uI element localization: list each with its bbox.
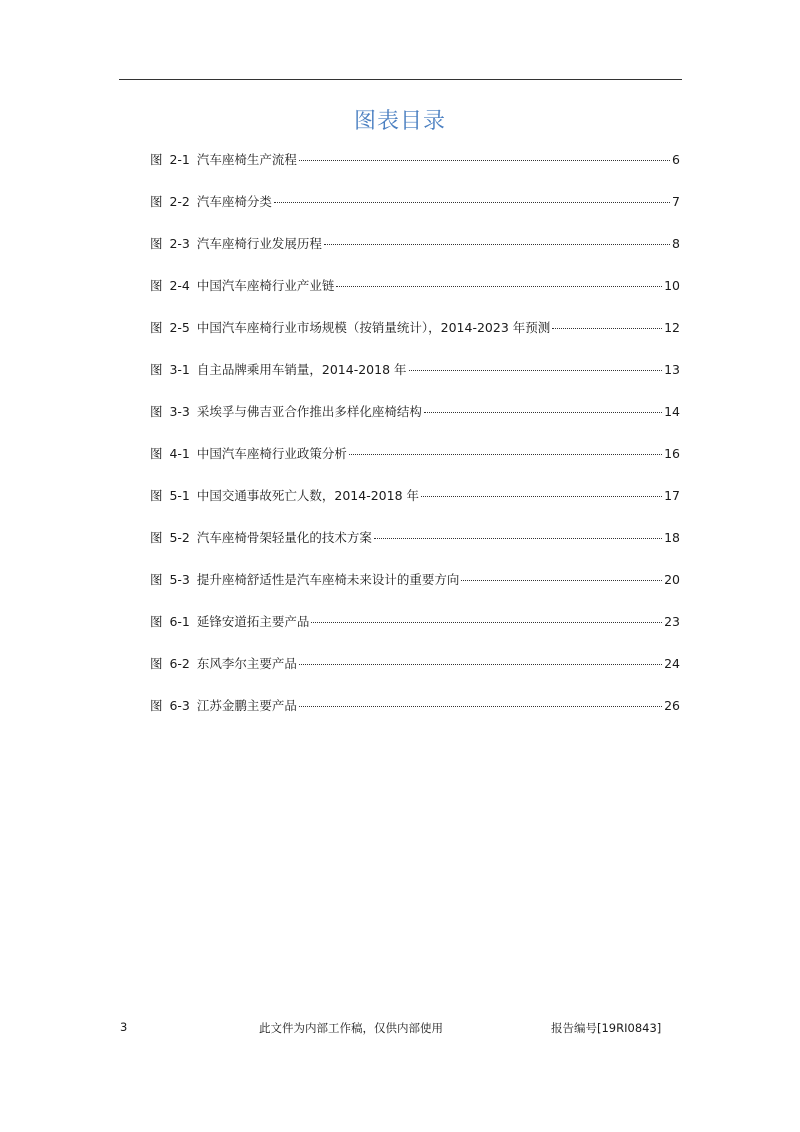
toc-entry[interactable] (150, 486, 680, 528)
toc-leader-dots (299, 160, 670, 161)
toc-entry-number: 图 2-1 (150, 152, 190, 167)
toc-entry-page: 8 (672, 236, 680, 251)
toc-entry-title: 东风李尔主要产品 (196, 656, 297, 671)
toc-entry-number: 图 5-3 (150, 572, 190, 587)
figure-toc-list (150, 150, 680, 738)
toc-entry[interactable] (150, 570, 680, 612)
toc-leader-dots (421, 496, 662, 497)
toc-entry-number: 图 3-1 (150, 362, 190, 377)
toc-entry-page: 23 (664, 614, 680, 629)
toc-entry-page: 16 (664, 446, 680, 461)
toc-entry-title: 汽车座椅分类 (196, 194, 272, 209)
toc-leader-dots (349, 454, 662, 455)
toc-entry-number: 图 6-2 (150, 656, 190, 671)
toc-entry-number: 图 6-1 (150, 614, 190, 629)
toc-entry[interactable] (150, 528, 680, 570)
toc-entry-number: 图 5-2 (150, 530, 190, 545)
toc-entry-page: 18 (664, 530, 680, 545)
toc-leader-dots (424, 412, 662, 413)
toc-entry[interactable] (150, 150, 680, 192)
toc-entry-title: 中国交通事故死亡人数，2014-2018 年 (196, 488, 419, 503)
toc-entry-title: 汽车座椅骨架轻量化的技术方案 (196, 530, 372, 545)
page-title: 图表目录 (353, 109, 446, 134)
footer-page-number: 3 (120, 1020, 128, 1034)
toc-leader-dots (324, 244, 670, 245)
toc-entry-page: 20 (664, 572, 680, 587)
toc-entry-title: 江苏金鹏主要产品 (196, 698, 297, 713)
toc-entry-page: 10 (664, 278, 680, 293)
toc-leader-dots (299, 664, 662, 665)
toc-entry-number: 图 2-3 (150, 236, 190, 251)
toc-leader-dots (336, 286, 662, 287)
toc-entry-number: 图 5-1 (150, 488, 190, 503)
toc-leader-dots (274, 202, 670, 203)
header-rule (119, 79, 682, 80)
toc-entry-title: 延锋安道拓主要产品 (196, 614, 310, 629)
toc-entry-title: 提升座椅舒适性是汽车座椅未来设计的重要方向 (196, 572, 460, 587)
toc-entry-page: 26 (664, 698, 680, 713)
toc-leader-dots (299, 706, 662, 707)
toc-entry[interactable] (150, 444, 680, 486)
toc-entry-number: 图 2-5 (150, 320, 190, 335)
toc-entry-page: 17 (664, 488, 680, 503)
toc-leader-dots (374, 538, 662, 539)
toc-entry-number: 图 2-2 (150, 194, 190, 209)
toc-entry[interactable] (150, 612, 680, 654)
toc-leader-dots (409, 370, 663, 371)
footer-confidential-note: 此文件为内部工作稿，仅供内部使用 (259, 1021, 443, 1035)
toc-entry-title: 汽车座椅行业发展历程 (196, 236, 322, 251)
toc-entry-page: 13 (664, 362, 680, 377)
toc-entry[interactable] (150, 696, 680, 738)
toc-entry-number: 图 6-3 (150, 698, 190, 713)
toc-entry[interactable] (150, 192, 680, 234)
toc-entry[interactable] (150, 234, 680, 276)
toc-leader-dots (552, 328, 662, 329)
toc-entry-page: 24 (664, 656, 680, 671)
toc-entry-title: 汽车座椅生产流程 (196, 152, 297, 167)
toc-entry-page: 14 (664, 404, 680, 419)
toc-leader-dots (311, 622, 662, 623)
toc-entry[interactable] (150, 360, 680, 402)
toc-entry-page: 6 (672, 152, 680, 167)
toc-entry-title: 中国汽车座椅行业市场规模（按销量统计），2014-2023 年预测 (196, 320, 551, 335)
toc-entry[interactable] (150, 402, 680, 444)
toc-entry-title: 中国汽车座椅行业产业链 (196, 278, 335, 293)
toc-entry-title: 中国汽车座椅行业政策分析 (196, 446, 347, 461)
toc-entry[interactable] (150, 654, 680, 696)
toc-entry-title: 采埃孚与佛吉亚合作推出多样化座椅结构 (196, 404, 422, 419)
toc-entry-number: 图 4-1 (150, 446, 190, 461)
toc-leader-dots (461, 580, 662, 581)
toc-entry-number: 图 3-3 (150, 404, 190, 419)
toc-entry-number: 图 2-4 (150, 278, 190, 293)
footer-report-id: 报告编号[19RI0843] (551, 1021, 662, 1035)
toc-entry[interactable] (150, 318, 680, 360)
toc-entry[interactable] (150, 276, 680, 318)
toc-entry-page: 12 (664, 320, 680, 335)
toc-entry-page: 7 (672, 194, 680, 209)
toc-entry-title: 自主品牌乘用车销量，2014-2018 年 (196, 362, 407, 377)
